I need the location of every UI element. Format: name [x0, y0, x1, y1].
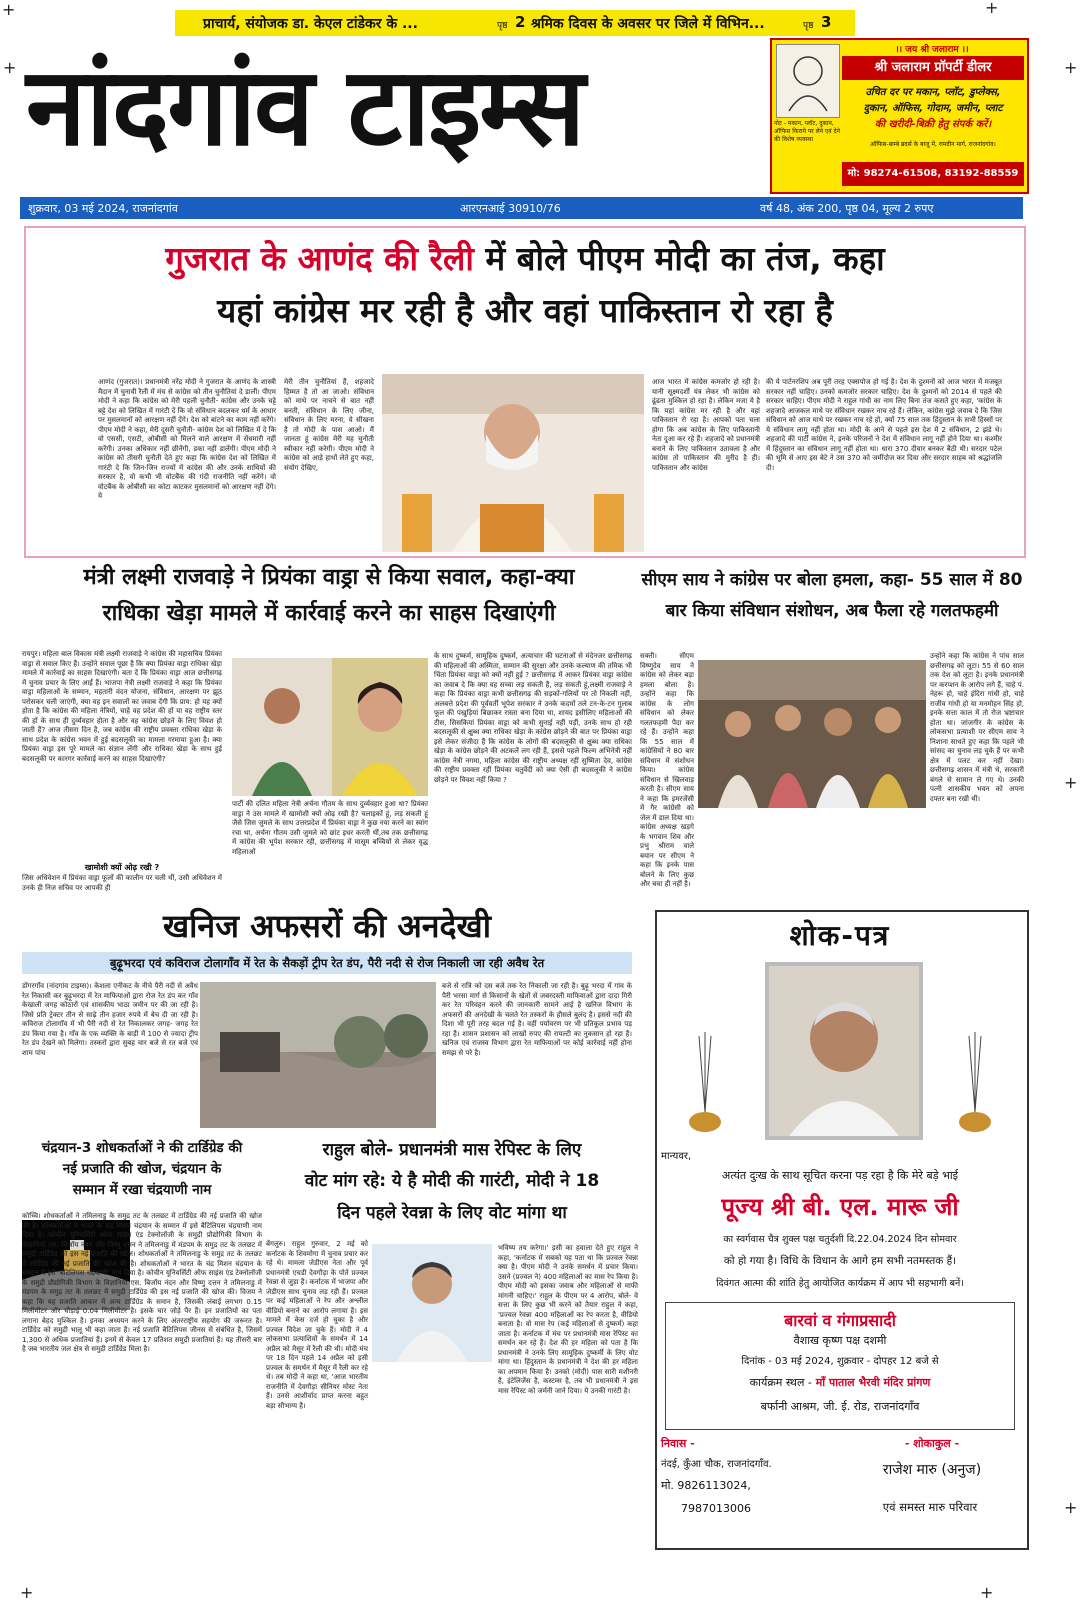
story5-text: कोच्चि। शोधकर्ताओं ने तमिलनाडु के समुद्र तट के तलछट में टार्डिग्रेड की नई प्रजाति की खोज की है। शोधकर्ताओं ने भारत के चंद्र मिशन चंद्रयान के सम्मान में इसे बैटिलिपस चंद्रयाणी नाम दिया है। कोचीन यूनिवर्सिटी ऑफ साइंस एंड टेक्नोलॉजी के समुद्री प्रौद्योगिकी विभाग के विज्ञानियों एस. बिजॉय नंदन और विष्णु दत्तन ने तमिलनाडु में मंडपम के समुद्र तट के तलछट में समुद्री टार्डिग्रेड की इस नई प्रजाति की खोज। शोधकर्ताओं ने तमिलनाडु के समुद्र तट के तलछट में टार्डिग्रेड की नई प्रजाति की खोज की है। शोधकर्ताओं ने भारत के चंद्र मिशन चंद्रयान के सम्मान में इसे 'बैटिलिपस चंद्रयाणी' नाम दिया है। कोचीन यूनिवर्सिटी ऑफ साइंस एंड टेक्नोलॉजी के समुद्री प्रौद्योगिकी विभाग के विज्ञानियों एस. बिजॉय नंदन और विष्णु दत्तन ने तमिलनाडु में मंडपम के समुद्र तट के तलछट में समुद्री टार्डिग्रेड की इस नई प्रजाति की खोज की। विजय ने कहा कि यह प्रजाति आकार में अन्य टार्डिग्रेड के समान है, जिसकी लंबाई लगभग 0.15 मिलीमीटर और चौड़ाई 0.04 मिलीमीटर है। इसके चार जोड़े पैर हैं। इन प्रजातियों का पता लगाना बेहद मुश्किल है। इनका अध्ययन करने के लिए अंतरराष्ट्रीय सहयोग की जरूरत है। टार्डिग्रेड को समुद्री भालू भी कहा जाता है। नई प्रजाति बैटिलिपस जीनस से संबंधित है, जिसमें 1,300 से अधिक प्रजातियां हैं। इनमें से केवल 17 प्रतिशत समुद्री प्रजातियां हैं। यह तीसरी बार है जब भारतीय जल क्षेत्र से समुद्री टार्डिग्रेड मिला है। — [22, 1212, 262, 1353]
registration-mark: + — [2, 0, 16, 19]
lead-headline[interactable]: गुजरात के आणंद की रैली में बोले पीएम मोदी का तंज, कहा — [165, 239, 885, 278]
story3-headline[interactable]: सीएम साय ने कांग्रेस पर बोला हमला, कहा- 55 साल में 80 बार किया संविधान संशोधन, अब फैला रहे गलतफहमी — [641, 570, 1023, 622]
lead-story — [24, 226, 1026, 558]
incense-right-icon — [955, 1032, 995, 1142]
contact-phone-2[interactable]: 7987013006 — [681, 1502, 751, 1515]
lead-col1: आणंद (गुजरात)। प्रधानमंत्री नरेंद्र मोदी ने गुजरात के आणंद के शास्त्री मैदान में चुनावी रैली में मंच से कांग्रेस को तीन चुनौतियां दे डालीं। पीएम मोदी ने कहा कि कांग्रेस को मेरी पहली चुनौती- कांग्रेस और उनके चट्टे बट्टे देश को लिखित में गारंटी दें कि वो संविधान बदलकर धर्म के आधार पर मुसलमानों को आरक्षण नहीं देंगे। देश को बांटने का काम नहीं करेंगे। पीएम मोदी ने कहा, मेरी दूसरी चुनौती- कांग्रेस देश को लिखित में दे कि वो एससी, एसटी, ओबीसी को मिलने वाले आरक्षण में सेंधमारी नहीं करेंगी। उनका अधिकार नहीं छीनेंगी, डका नहीं डालेंगी। पीएम मोदी ने कांग्रेस को तीसरी चुनौती देते हुए कहा कि कांग्रेस देश को लिखित में गारंटी दे कि जिन-जिन राज्यों में कांग्रेस की और उनके साथियों की सरकार है, वो कभी भी वोटबैंक की गंदी राजनीति नहीं करेंगे। वो वोटबैंक के ओबीसी का कोटा काटकर मुसलमानों को आरक्षण नहीं देंगे। ये — [98, 378, 276, 500]
story3-col1a: सक्ती। सीएम विष्णुदेव साय ने कांग्रेस को लेकर बड़ा हमला बोला है। उन्होंने कहा कि कांग्रेस के लोग संविधान को लेकर गलतफहमी पैदा कर रहे हैं। उन्होंने कहा कि 55 साल में कांग्रेसियों ने 80 बार संविधान में संशोधन किया। कांग्रेस संविधान से खिलवाड़ करती है। सीएम साय ने कहा कि इमरजेंसी में गैर कांग्रेसी को जेल में डाल दिया था। कांग्रेस अध्यक्ष खड़गे के भगवान शिव और प्रभु श्रीराम वाले बयान पर सीएम ने कहा कि इनके पास बोलने के लिए कुछ और बचा ही नहीं है। — [640, 652, 694, 888]
registration-mark: + — [1064, 58, 1078, 77]
ad-note: नोट - मकान, प्लॉट, दुकान, ऑफिस किराये पर लेने एवं देने की विशेष व्यवस्था — [774, 120, 840, 143]
teaser-2[interactable]: श्रमिक दिवस के अवसर पर जिले में विभिन... — [531, 16, 765, 32]
event-place: कार्यक्रम स्थल - माँ पाताल भैरवी मंदिर प्रांगण — [749, 1376, 931, 1389]
ad-portrait — [776, 44, 840, 118]
registration-mark: + — [20, 1583, 34, 1602]
story2-col2: के साथ दुष्कर्म, सामूहिक दुष्कर्म, अत्याचार की घटनाओं से मंदेनजर छत्तीसगढ़ की महिलाओं की अस्मिता, सम्मान की सुरक्षा और उनके कल्याण की तमिक भी चिंता प्रियंका वाड्रा को क्यों नहीं हुई ? छत्तीसगढ़ में आकर प्रियंका वाड्रा कांग्रेस का जवाब दे कि क्या वह सच्चा लड़ सकती हैं, लड़ सकती हूं,लक्ष्मी राजवाड़े ने कहा कि प्रियंका वाड्रा कभी छत्तीसगढ़ की सड़कों-गलियों पर तो निकली नहीं, अलबत्ते प्रदेश की पूर्ववर्ती भूपेश सरकार ने उनके कदमों तले टन-के-टन गुलाब फूल की पंखुड़ियां बिछाकर रास्ता बना दिया था, शायद इसीलिए महिलाओं की टीस, सिसकियां प्रियंका वाड्रा को कभी सुनाई नहीं पड़ीं, उनके साथ हो रही बदसलूकी से क्षुब्ध क्या राधिका खेड़ा के कांग्रेस छोड़ने की बात पर प्रियंका वाड्रा इसे लेकर संजीदा हैं कि कांग्रेस के लोगों की बदसलूकी से क्षुब्ध क्या राधिका खेड़ा के कांग्रेस छोड़ने की अटकलें लग रही हैं, इससे पहले फिल्म अभिनेत्री नहीं कांग्रेस नेत्री नगमा, महिला कांग्रेस की राष्ट्रीय अध्यक्ष रहीं सुष्मिता देव, कांग्रेस की राष्ट्रीय प्रवक्ता रहीं प्रियंका चतुर्वेदी को क्या ऐसी ही बदसलूकी ने कांग्रेस छोड़ने पर विवश नहीं किया ? — [434, 652, 632, 784]
lead-col3: आज भारत में कांग्रेस कमजोर हो रही है। यानी सूक्ष्मदर्शी यंत्र लेकर भी कांग्रेस को ढूंढना मुश्किल हो रहा है। लेकिन मजा ये है कि यहां कांग्रेस मर रही है और वहां पाकिस्तान रो रहा है। आपको पता चला होगा कि अब कांग्रेस के लिए पाकिस्तानी नेता दुआ कर रहे हैं। शहजादे को प्रधानमंत्री बनाने के लिए पाकिस्तान उतावला है और कांग्रेस तो पाकिस्तान की मुरीद है ही। पाकिस्तान और कांग्रेस — [652, 378, 760, 472]
story4-headline[interactable]: खनिज अफसरों की अनदेखी — [162, 907, 492, 945]
condolence-notice: शोक-पत्र मान्यवर, अत्यंत दुःख के साथ सूचित करना पड़ रहा है कि मेरे बड़े भाई पूज्य श्री बी. एल. मारू जी का स्वर्गवास चैत्र शुक्ल पक्ष चतुर्दशी दि.22.04.2024 दिन सोमवार को हो गया है। विधि के विधान के आगे हम सभी नतमस्तक हैं। दिवंगत आत्मा की शांति हेतु आयोजित कार्यक्रम में आप भी सहभागी बनें। बारवां व गंगाप्रसादी वैशाख कृष्ण पक्ष दशमी दिनांक - 03 मई 2024, शुक्रवार - दोपहर 12 बजे से कार्यक्रम स्थल - माँ पाताल भैरवी मंदिर प्रांगण बर्फानी आश्रम, जी. ई. रोड, राजनांदगाँव निवास - नंदई, कुँआ चौक, राजनांदगाँव. मो. 9826113024, 7987013006 - शोकाकुल - राजेश मारु (अनुज) एवं समस्त मारु परिवार — [655, 910, 1029, 1550]
ad-dealer-name: श्री जलाराम प्रॉपर्टी डीलर — [842, 56, 1024, 80]
rni-number: आरएनआई 30910/76 — [460, 202, 561, 215]
issue-date: शुक्रवार, 03 मई 2024, राजनांदगांव — [28, 202, 178, 215]
story5-headline[interactable]: चंद्रयान-3 शोधकर्ताओं ने की टार्डिग्रेड की नई प्रजाति की खोज, चंद्रयान के सम्मान में रखा चंद्रयाणी नाम — [41, 1140, 243, 1198]
ad-phone[interactable]: मो: 98274-61508, 83192-88559 — [842, 162, 1024, 186]
lead-photo-modi — [382, 374, 644, 552]
story6-photo-rahul — [372, 1244, 492, 1362]
story3-photo — [698, 660, 926, 808]
deceased-name: पूज्य श्री बी. एल. मारू जी — [721, 1193, 959, 1221]
lead-headline-line2: यहां कांग्रेस मर रही है और वहां पाकिस्तान रो रहा है — [217, 291, 833, 330]
story2-photo-caption: पार्टी की दलित महिला नेत्री अर्चना गौतम के साथ दुर्व्यवहार हुआ था? प्रियंका वाड्रा ने उस मामले में खामोशी क्यों ओढ़ रखी है? चलाइकों हूं, लड़ सकती हूं जैसे जिस जुमले के साथ उत्तरप्रदेश में प्रियंका वाड्रा ने कुछ नया करने का स्वांग रचा था, अर्चना गौतम उसी जुमले को छांट इधर करती थीं,तब तक छत्तीसगढ़ में कांग्रेस की भूपेश सरकार रही, छत्तीसगढ़ में मासूम बच्चियों से लेकर वृद्ध महिलाओं — [232, 800, 428, 856]
story2-col1b: जिस अधिवेशन में प्रियंका वाड्रा फूलों की कालीन पर चली थीं, उसी अधिवेशन में उनके ही निज सचिव पर आपकी ही — [22, 874, 222, 892]
story6-headline[interactable]: राहुल बोले- प्रधानमंत्री मास रेपिस्ट के लिए वोट मांग रहे: ये है मोदी की गारंटी, मोदी ने 18 दिन पहले रेवन्ना के लिए वोट मांगा था — [304, 1140, 600, 1223]
event-box: बारवां व गंगाप्रसादी वैशाख कृष्ण पक्ष दशमी दिनांक - 03 मई 2024, शुक्रवार - दोपहर 12 बजे से कार्यक्रम स्थल - माँ पाताल भैरवी मंदिर प्रांगण बर्फानी आश्रम, जी. ई. रोड, राजनांदगाँव — [665, 1302, 1015, 1430]
lead-col4: की ये पार्टनरशिप अब पूरी तरह एक्सपोज हो गई है। देश के दुश्मनों को आज भारत में मजबूत सरकार नहीं चाहिए। उनको कमजोर सरकार चाहिए। देश के दुश्मनों को 2014 से पहले की सरकार चाहिए। पीएम मोदी ने राहुल गांधी का नाम लिए बिना तंज कसते हुए कहा, 'कांग्रेस के शहजादे आजकल माथे पर संविधान रखकर नाच रहे हैं। लेकिन, कांग्रेस मुझे जवाब दे कि जिस संविधान को आज माथे पर रखकर नाच रहे हो, क्यों 75 साल तक हिंदुस्तान के सभी हिस्सों पर ये संविधान लागू नहीं होता था। मोदी के आने से पहले इस देश में 2 संविधान, 2 झंडे थे। शहजादे की पार्टी कांग्रेस ने, इनके परिजनों ने देश में संविधान लागू नहीं होने दिया था। कश्मीर में हिंदुस्तान का संविधान लागू नहीं होता था। धारा 370 दीवार बनकर बैठी थी। सरदार पटेल की भूमि से आए इस बेटे ने उस 370 को जमींदोज कर दिया और सरदार साहब को श्रद्धांजलि दी। — [766, 378, 1002, 472]
story2-headline[interactable]: मंत्री लक्ष्मी राजवाड़े ने प्रियंका वाड्रा से किया सवाल, कहा-क्या राधिका खेड़ा मामले में कार्रवाई करने का साहस दिखाएंगी — [83, 565, 575, 626]
story4-col1: डोंगरगाँव (नांदगांव टाइम्स)। केशला एनीकट के नीचे पैरी नदी से अवैध रेत निकासी कर बुढ़ूभरदा में रेत माफियाओं द्वारा रोज रेत डंप कर गाँव केखाली जगह कोठारों एवं शासकीय भाठा जमीन पर की जा रही है। जिसे प्रति ट्रेक्टर तीन से साढ़े तीन हजार रुपये में बेच दी जा रही है। कविराज टोलागाँव में भी पैरी नदी से रेत निकालकर जगह- जगह रेत डंप किया गया है। गाँव के एक व्यक्ति के बाड़ी में 100 से ज्यादा ट्रीप रेत डंप देखने को मिलेगा। तस्करों द्वारा सुबह चार बजे से रत बजे एवं शाम पांच — [22, 982, 198, 1057]
registration-mark: + — [3, 58, 17, 77]
story4-subhead: बुढ़ूभरदा एवं कविराज टोलागाँव में रेत के सैकड़ों ट्रीप रेत डंप, पैरी नदी से रोज निकाली जा रही अवैध रेत — [22, 952, 632, 974]
condolence-title: शोक-पत्र — [789, 919, 891, 952]
teaser-1[interactable]: प्राचार्य, संयोजक डा. केएल टांडेकर के ... — [203, 16, 418, 32]
contact-phone-1[interactable]: मो. 9826113024, — [661, 1479, 751, 1492]
registration-mark: + — [1064, 773, 1078, 792]
story2-col1: रायपुर। महिला बाल विकास मंत्री लक्ष्मी राजवाड़े ने कांग्रेस की महासचिव प्रियंका वाड्रा से सवाल किए हैं। उन्होंने सवाल पूछा है कि क्या प्रियंका वाड्रा राधिका खेड़ा मामले में कार्रवाई का साहस दिखाएंगी। बता दें कि प्रियंका वाड्रा आज छत्तीसगढ़ में चुनाव प्रचार के लिए आईं हैं। भाजपा नेत्री लक्ष्मी राजवाड़े ने कहा कि प्रियंका वाड्रा महिलाओं के सम्मान, महतारी वंदन योजना, संविधान, आरक्षण पर झूठ परोसकर चली जाएंगी, क्या वह इन सवालों का जवाब देंगी कि प्राय: हो यह क्यों होता है कि कांग्रेस की महिला नेत्रियों, चाहे वह प्रदेश की हों या वह राष्ट्रीय स्तर की हों के साथ ही दुर्व्यवहार होता है और वह कांग्रेस छोड़ने के लिए विवश हो जाती हैं? आज तीसरा दिन है, जब कांग्रेस की राष्ट्रीय प्रवक्ता राधिका खेड़ा के साथ प्रदेश के कांग्रेस भवन में हुई बदसलूकी का मामला गरमाया हुआ है। क्या प्रियंका वाड्रा इस पूरे मामले का संज्ञान लेंगी और राधिका खेड़ा के साथ हुई बदसलूकी पर कारगर कार्रवाई करने का साहस दिखाएंगी? — [22, 650, 222, 763]
story2-photo — [232, 658, 428, 796]
registration-mark: + — [985, 0, 999, 17]
story6-col1a: बेंगलुरु। राहुल गुरुवार, 2 मई को कर्नाटक के शिवमोगा में चुनाव प्रचार कर रहे थे। मामला जेडीएस नेता और पूर्व प्रधानमंत्री एचडी देवगौड़ा के पोते प्रज्वल रेवन्ना से जुड़ा है। कर्नाटक में भाजपा और जेडीएस साथ चुनाव लड़ रही हैं। प्रज्वल पर कई महिलाओं ने रेप और अश्लील वीडियो बनाने का आरोप लगाया है। इस मामले में केस दर्ज हो चुका है और प्रज्वल विदेश जा चुके हैं। मोदी ने 4 लोकसभा प्रत्याशियों के समर्थन में 14 अप्रैल को मैसूर में रैली की थी। मोदी मंच पर 18 दिन पहले 14 अप्रैल को इसी प्रज्वल के समर्थन में मैसूर में रैली कर रहे थे। तब मोदी ने कहा था, 'आज भारतीय राजनीति में देवगौड़ा सीनियर मोस्ट नेता हैं। उनसे आशीर्वाद प्राप्त करना बहुत बड़ा सौभाग्य है। — [266, 1240, 368, 1410]
story6-col2: भविष्य तय करेगा।' इसी का हवाला देते हुए राहुल ने कहा, 'कर्नाटक में सबको यह पता था कि प्रज्वल रेवन्ना क्या है। पीएम मोदी ने उनके समर्थन में प्रचार किया। उसने (प्रज्वल ने) 400 महिलाओं का मास रेप किया है। पीएम मोदी को इसका जवाब और महिलाओं से माफी मांगनी चाहिए।' राहुल के पीएम पर 4 आरोप, बोले- वे सत्ता के लिए कुछ भी करने को तैयार राहुल ने कहा, 'प्रज्वल रेवन्ना 400 महिलाओं का रेप करता है, वीडियो बनाता है। वो मास रेप (कई महिलाओं से दुष्कर्म) कहा जाता है। कर्नाटक में मंच पर प्रधानमंत्री मास रेपिस्ट का समर्थन कर रहे हैं। देश की हर महिला को पता है कि प्रधानमंत्री ने उनके लिए सामूहिक दुष्कर्मी के लिए वोट मांगा था। हिंदुस्तान के प्रधानमंत्री ने देश की हर महिला का अपमान किया है। उनको (मोदी) पास सारी मशीनरी है, इंटेलिजेंस है, कस्टम्स है, तब भी प्रधानमंत्री ने इस मास रेपिस्ट को जर्मनी जाने दिया। ये उनकी गारंटी है। — [498, 1244, 638, 1395]
story4-col2: बजे से रात्रि को दस बजे तक रेत निकाली जा रही है। बुढ़ू भरदा में गांव के पैरी भरसा मार्ग से किसानों के खेतों से जबरदस्ती माफियाओं द्वारा दादा गिरी कर रेत परिवहन करने की जानकारी सामने आई है खनिज विभाग के अफसरों की अनदेखी के चलते रेत तस्करों के हौसले बुलंद है। इससे नदी की दिशा भी पूरी तरह बदल गई है। वहीं पर्यावरण पर भी प्रतिकूल प्रभाव पड़ रहा है। शासन प्रशासन को लाखों रुपए की रायल्टी का नुकसान हो रहा है। खनिज एवं राजस्व विभाग द्वारा रेत माफियाओं पर कोई कार्रवाई नहीं होना समझ से परे है। — [442, 982, 632, 1057]
property-dealer-ad: नोट - मकान, प्लॉट, दुकान, ऑफिस किराये पर लेने एवं देने की विशेष व्यवस्था ।। जय श्री जलाराम ।। श्री जलाराम प्रॉपर्टी डीलर उचित दर पर मकान, प्लॉट, डुप्लेक्स, दुकान, ऑफिस, गोदाम, जमीन, प्लाट की खरीदी-बिक्री हेतु संपर्क करें। ऑफिस-बाम्बे ब्रदर्स के बाजू में, रामदीन मार्ग, राजनांदगांव। मो: 98274-61508, 83192-88559 — [770, 38, 1029, 194]
newspaper-masthead: नांदगांव टाइम्स — [26, 45, 584, 170]
top-teaser-strip: प्राचार्य, संयोजक डा. केएल टांडेकर के ... पृष्ठ 2 श्रमिक दिवस के अवसर पर जिले में विभिन... पृष्ठ 3 — [175, 10, 855, 36]
issue-info: वर्ष 48, अंक 200, पृष्ठ 04, मूल्य 2 रुपए — [760, 202, 934, 215]
deceased-portrait — [765, 962, 923, 1140]
date-bar — [20, 197, 1023, 219]
incense-left-icon — [685, 1032, 725, 1142]
story3-col2: उन्होंने कहा कि कांग्रेस ने पांच साल छत्तीसगढ़ को लूटा। 55 से 60 साल तक देश को लूटा है। इनके प्रधानमंत्री पर करप्शन के आरोप लगे हैं, चाहे पं. नेहरू हो, चाहे इंदिरा गांधी हो, चाहे राजीव गांधी हो या मनमोहन सिंह हो, इनके सत्ता काल में तो रोज भ्रष्टाचार होता था। जांजगीर के कांग्रेस के लोकसभा प्रत्याशी पर सीएम साय ने निशाना साधते हुए कहा कि पहले भी सांसद का चुनाव लड़ चुके हैं पर कभी क्षेत्र में पलट कर नहीं देखा। छत्तीसगढ़ शासन में मंत्री थे, सरकारी बंगले से सामान ले गए थे। उनकी पत्नी शासकीय भवन को अपना दफ्तर बना रखी थीं। — [930, 652, 1024, 803]
story4-photo-sand — [200, 982, 436, 1128]
story2-subhead: खामोशी क्यों ओढ़ रखी ? — [84, 863, 160, 872]
registration-mark: + — [1064, 1498, 1078, 1517]
lead-col2: मेरी तीन चुनौतियां हैं, शहजादे हिम्मत है तो आ जाओ। संविधान को माथे पर नाचने से बात नहीं बनती, संविधान के लिए जीना, संविधान के लिए मरना, ये सीखना है तो मोदी के पास आओ। मैं जानता हूं कांग्रेस मेरी यह चुनौती स्वीकार नहीं करेगी। पीएम मोदी ने कांग्रेस को आड़े हाथों लेते हुए कहा, संयोग देखिए, — [284, 378, 374, 472]
registration-mark: + — [980, 1583, 994, 1602]
